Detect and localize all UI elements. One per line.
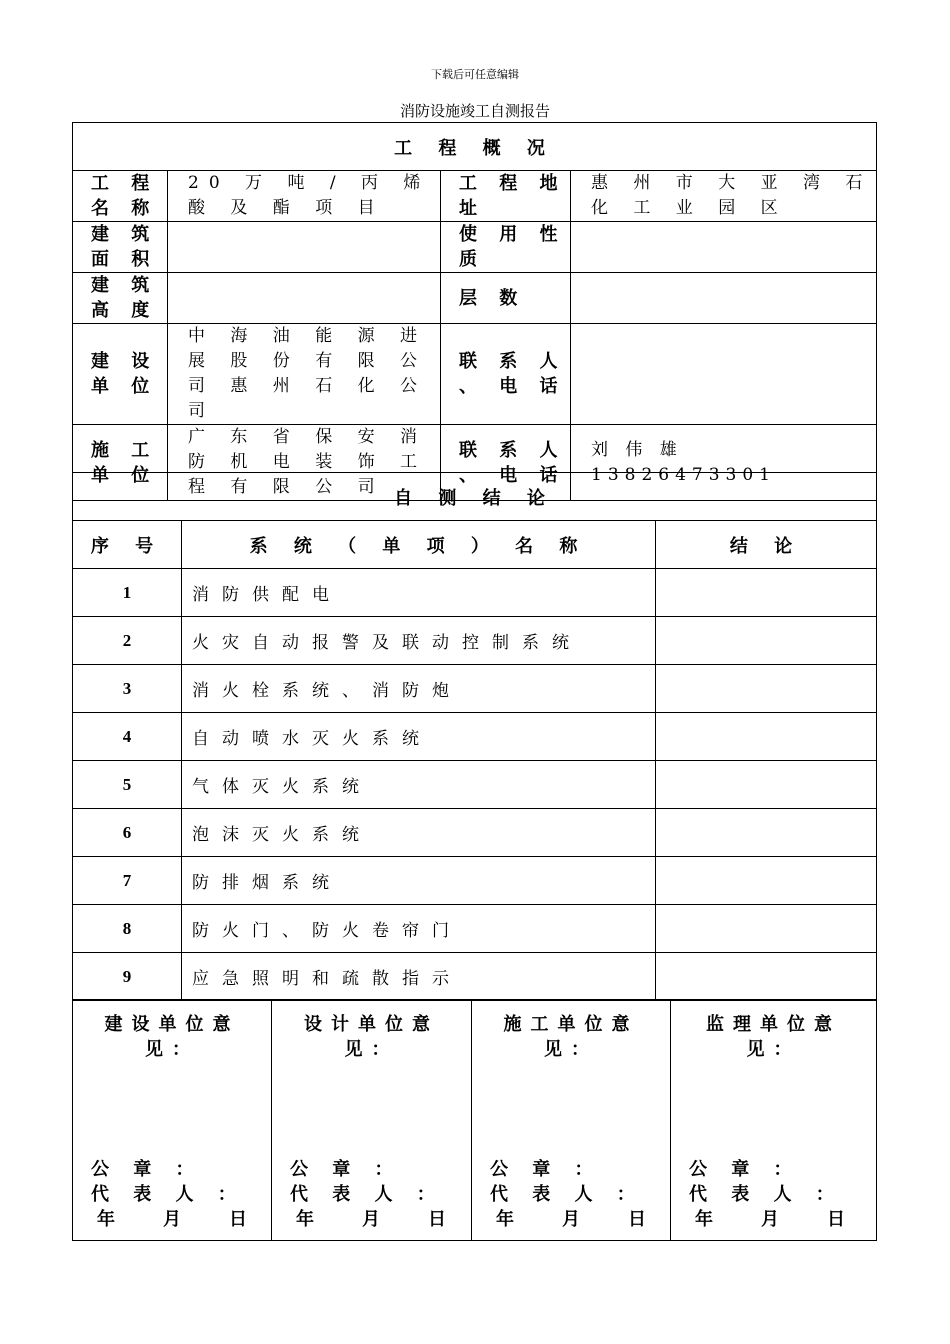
- result-cell: [656, 857, 877, 905]
- table-row: [73, 809, 877, 857]
- row-number: 1: [73, 569, 182, 617]
- opinion-title: 监理单位意见：: [706, 1014, 841, 1060]
- overview-row: [73, 273, 877, 324]
- row-number: 4: [73, 713, 182, 761]
- date-line: [290, 1207, 446, 1232]
- row-number: 3: [73, 665, 182, 713]
- overview-row: [73, 171, 877, 222]
- representative-label: 代 表 人 ：: [689, 1184, 843, 1205]
- value-construction-unit: 广 东 省 保 安 消 防 机 电 装 饰 工 程 有 限 公 司: [168, 425, 441, 501]
- result-cell: [656, 569, 877, 617]
- label-floors: 层 数: [441, 273, 571, 324]
- table-row: [73, 665, 877, 713]
- signature-block: [689, 1157, 845, 1232]
- column-header-result: 结 论: [656, 521, 877, 569]
- opinion-cell-constructor: [472, 1000, 671, 1241]
- label-construction-unit: 施 工 单 位: [73, 425, 168, 501]
- row-number: 6: [73, 809, 182, 857]
- opinion-cell-supervisor: [671, 1000, 877, 1241]
- date-line: [689, 1207, 845, 1232]
- system-name: 消防供配电: [182, 569, 656, 617]
- value-builder-unit: 中 海 油 能 源 进 展 股 份 有 限 公 司 惠 州 石 化 公 司: [168, 324, 441, 425]
- conclusion-section-title: 自 测 结 论: [73, 473, 877, 521]
- label-building-height: 建 筑 高 度: [73, 273, 168, 324]
- column-header-system-name: 系 统 （ 单 项 ） 名 称: [182, 521, 656, 569]
- seal-label: 公 章 ：: [91, 1159, 203, 1180]
- value-construction-contact: 刘 伟 雄 13826473301: [571, 425, 877, 501]
- date-line: [91, 1207, 247, 1232]
- header-note: 下载后可任意编辑: [431, 68, 519, 81]
- signature-block: [290, 1157, 446, 1232]
- result-cell: [656, 953, 877, 1001]
- value-floors: [571, 273, 877, 324]
- table-row: [73, 953, 877, 1001]
- system-name: 火灾自动报警及联动控制系统: [182, 617, 656, 665]
- table-row: [73, 617, 877, 665]
- overview-section-title: 工 程 概 况: [73, 123, 877, 171]
- row-number: 9: [73, 953, 182, 1001]
- signature-block: [91, 1157, 247, 1232]
- opinion-title: 施工单位意见：: [503, 1014, 639, 1060]
- representative-label: 代 表 人 ：: [91, 1184, 245, 1205]
- label-builder-unit: 建 设 单 位: [73, 324, 168, 425]
- date-line: [490, 1207, 646, 1232]
- table-row: [73, 713, 877, 761]
- representative-label: 代 表 人 ：: [290, 1184, 444, 1205]
- system-name: 应急照明和疏散指示: [182, 953, 656, 1001]
- year-label: 年: [97, 1209, 115, 1230]
- table-row: [73, 857, 877, 905]
- representative-label: 代 表 人 ：: [490, 1184, 644, 1205]
- result-cell: [656, 809, 877, 857]
- day-label: 日: [827, 1209, 845, 1230]
- seal-label: 公 章 ：: [290, 1159, 402, 1180]
- year-label: 年: [496, 1209, 514, 1230]
- result-cell: [656, 761, 877, 809]
- system-name: 气体灭火系统: [182, 761, 656, 809]
- year-label: 年: [296, 1209, 314, 1230]
- overview-table: [72, 122, 877, 501]
- row-number: 2: [73, 617, 182, 665]
- day-label: 日: [428, 1209, 446, 1230]
- month-label: 月: [562, 1209, 580, 1230]
- month-label: 月: [362, 1209, 380, 1230]
- label-building-area: 建 筑 面 积: [73, 222, 168, 273]
- column-header-no: 序 号: [73, 521, 182, 569]
- result-cell: [656, 713, 877, 761]
- system-name: 自动喷水灭火系统: [182, 713, 656, 761]
- system-name: 泡沫灭火系统: [182, 809, 656, 857]
- document-title: 消防设施竣工自测报告: [399, 102, 550, 120]
- overview-row: [73, 324, 877, 425]
- table-row: [73, 761, 877, 809]
- signature-block: [490, 1157, 646, 1232]
- seal-label: 公 章 ：: [689, 1159, 801, 1180]
- label-builder-contact: 联 系 人 、 电 话: [441, 324, 571, 425]
- opinions-table: [72, 999, 877, 1241]
- overview-row: [73, 222, 877, 273]
- system-name: 消火栓系统、消防炮: [182, 665, 656, 713]
- seal-label: 公 章 ：: [490, 1159, 602, 1180]
- row-number: 5: [73, 761, 182, 809]
- value-usage: [571, 222, 877, 273]
- row-number: 8: [73, 905, 182, 953]
- value-building-height: [168, 273, 441, 324]
- label-project-address: 工 程 地 址: [441, 171, 571, 222]
- opinion-cell-builder: [73, 1000, 272, 1241]
- year-label: 年: [695, 1209, 713, 1230]
- label-usage: 使 用 性 质: [441, 222, 571, 273]
- row-number: 7: [73, 857, 182, 905]
- day-label: 日: [628, 1209, 646, 1230]
- result-cell: [656, 617, 877, 665]
- opinion-title: 建设单位意见：: [104, 1014, 240, 1060]
- table-row: [73, 905, 877, 953]
- value-project-address: 惠 州 市 大 亚 湾 石 化 工 业 园 区: [571, 171, 877, 222]
- result-cell: [656, 665, 877, 713]
- opinion-cell-designer: [272, 1000, 472, 1241]
- value-building-area: [168, 222, 441, 273]
- month-label: 月: [761, 1209, 779, 1230]
- result-cell: [656, 905, 877, 953]
- system-name: 防排烟系统: [182, 857, 656, 905]
- value-project-name: 20 万 吨 / 丙 烯 酸 及 酯 项 目: [168, 171, 441, 222]
- system-name: 防火门、防火卷帘门: [182, 905, 656, 953]
- conclusion-table: [72, 472, 877, 1001]
- opinion-title: 设计单位意见：: [304, 1014, 439, 1060]
- value-builder-contact: [571, 324, 877, 425]
- month-label: 月: [163, 1209, 181, 1230]
- day-label: 日: [229, 1209, 247, 1230]
- label-project-name: 工 程 名 称: [73, 171, 168, 222]
- table-row: [73, 569, 877, 617]
- label-construction-contact: 联 系 人 、 电 话: [441, 425, 571, 501]
